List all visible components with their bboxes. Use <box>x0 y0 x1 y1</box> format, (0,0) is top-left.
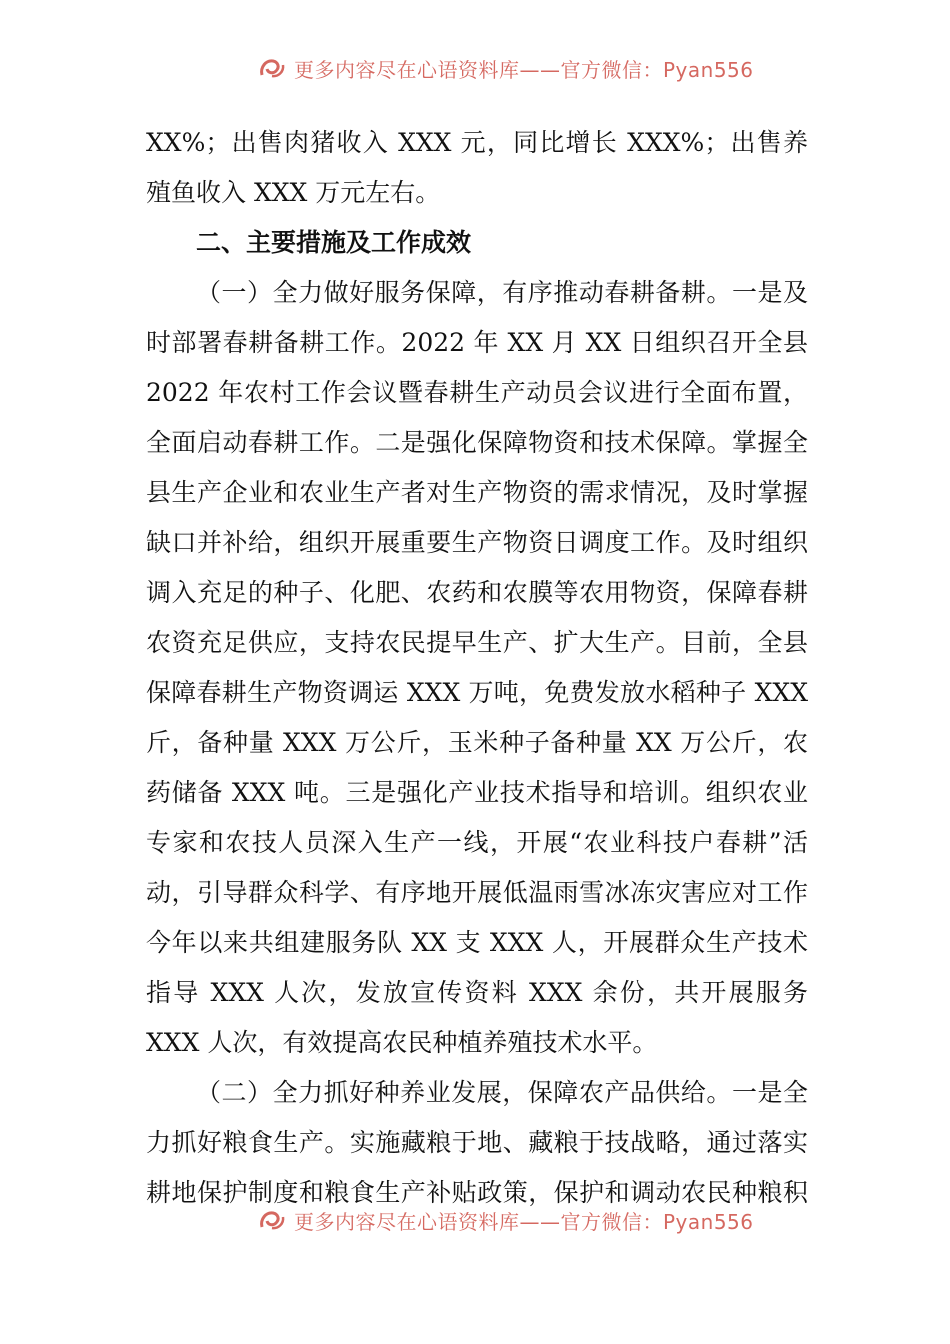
text-line: 保障春耕生产物资调运 XXX 万吨，免费发放水稻种子 XXX <box>146 678 808 707</box>
text-line: 县生产企业和农业生产者对生产物资的需求情况，及时掌握 <box>146 478 808 507</box>
text-line: 耕地保护制度和粮食生产补贴政策，保护和调动农民种粮积 <box>146 1178 808 1207</box>
watermark-text: 更多内容尽在心语资料库——官方微信：Pyan556 <box>294 1209 754 1234</box>
document-body <box>146 118 808 1218</box>
text-line: 斤，备种量 XXX 万公斤，玉米种子备种量 XX 万公斤，农 <box>146 728 808 757</box>
text-line: 今年以来共组建服务队 XX 支 XXX 人，开展群众生产技术 <box>146 928 808 957</box>
text-line: XXX 人次，有效提高农民种植养殖技术水平。 <box>146 1028 658 1057</box>
text-line: XX%；出售肉猪收入 XXX 元，同比增长 XXX%；出售养 <box>146 128 808 157</box>
text-line: （二）全力抓好种养业发展，保障农产品供给。一是全 <box>196 1078 808 1107</box>
text-line: 农资充足供应，支持农民提早生产、扩大生产。目前，全县 <box>146 628 808 657</box>
section-heading: 二、主要措施及工作成效 <box>196 228 472 257</box>
watermark-header <box>258 56 754 80</box>
text-line: 力抓好粮食生产。实施藏粮于地、藏粮于技战略，通过落实 <box>146 1128 808 1157</box>
watermark-footer <box>258 1208 754 1232</box>
text-line: 指导 XXX 人次，发放宣传资料 XXX 余份，共开展服务 <box>146 978 808 1007</box>
text-line: 2022 年农村工作会议暨春耕生产动员会议进行全面布置， <box>146 378 808 407</box>
text-line: 调入充足的种子、化肥、农药和农膜等农用物资，保障春耕 <box>146 578 808 607</box>
text-line: 时部署春耕备耕工作。2022 年 XX 月 XX 日组织召开全县 <box>146 328 808 357</box>
watermark-text: 更多内容尽在心语资料库——官方微信：Pyan556 <box>294 57 754 82</box>
text-line: 殖鱼收入 XXX 万元左右。 <box>146 178 441 207</box>
text-line: 药储备 XXX 吨。三是强化产业技术指导和培训。组织农业 <box>146 778 808 807</box>
logo-icon <box>258 57 286 79</box>
text-line: 专家和农技人员深入生产一线，开展“农业科技户春耕”活 <box>146 828 808 857</box>
text-line: （一）全力做好服务保障，有序推动春耕备耕。一是及 <box>196 278 808 307</box>
logo-icon <box>258 1209 286 1231</box>
text-line: 全面启动春耕工作。二是强化保障物资和技术保障。掌握全 <box>146 428 808 457</box>
text-line: 缺口并补给，组织开展重要生产物资日调度工作。及时组织 <box>146 528 808 557</box>
text-line: 动，引导群众科学、有序地开展低温雨雪冰冻灾害应对工作 <box>146 878 808 907</box>
